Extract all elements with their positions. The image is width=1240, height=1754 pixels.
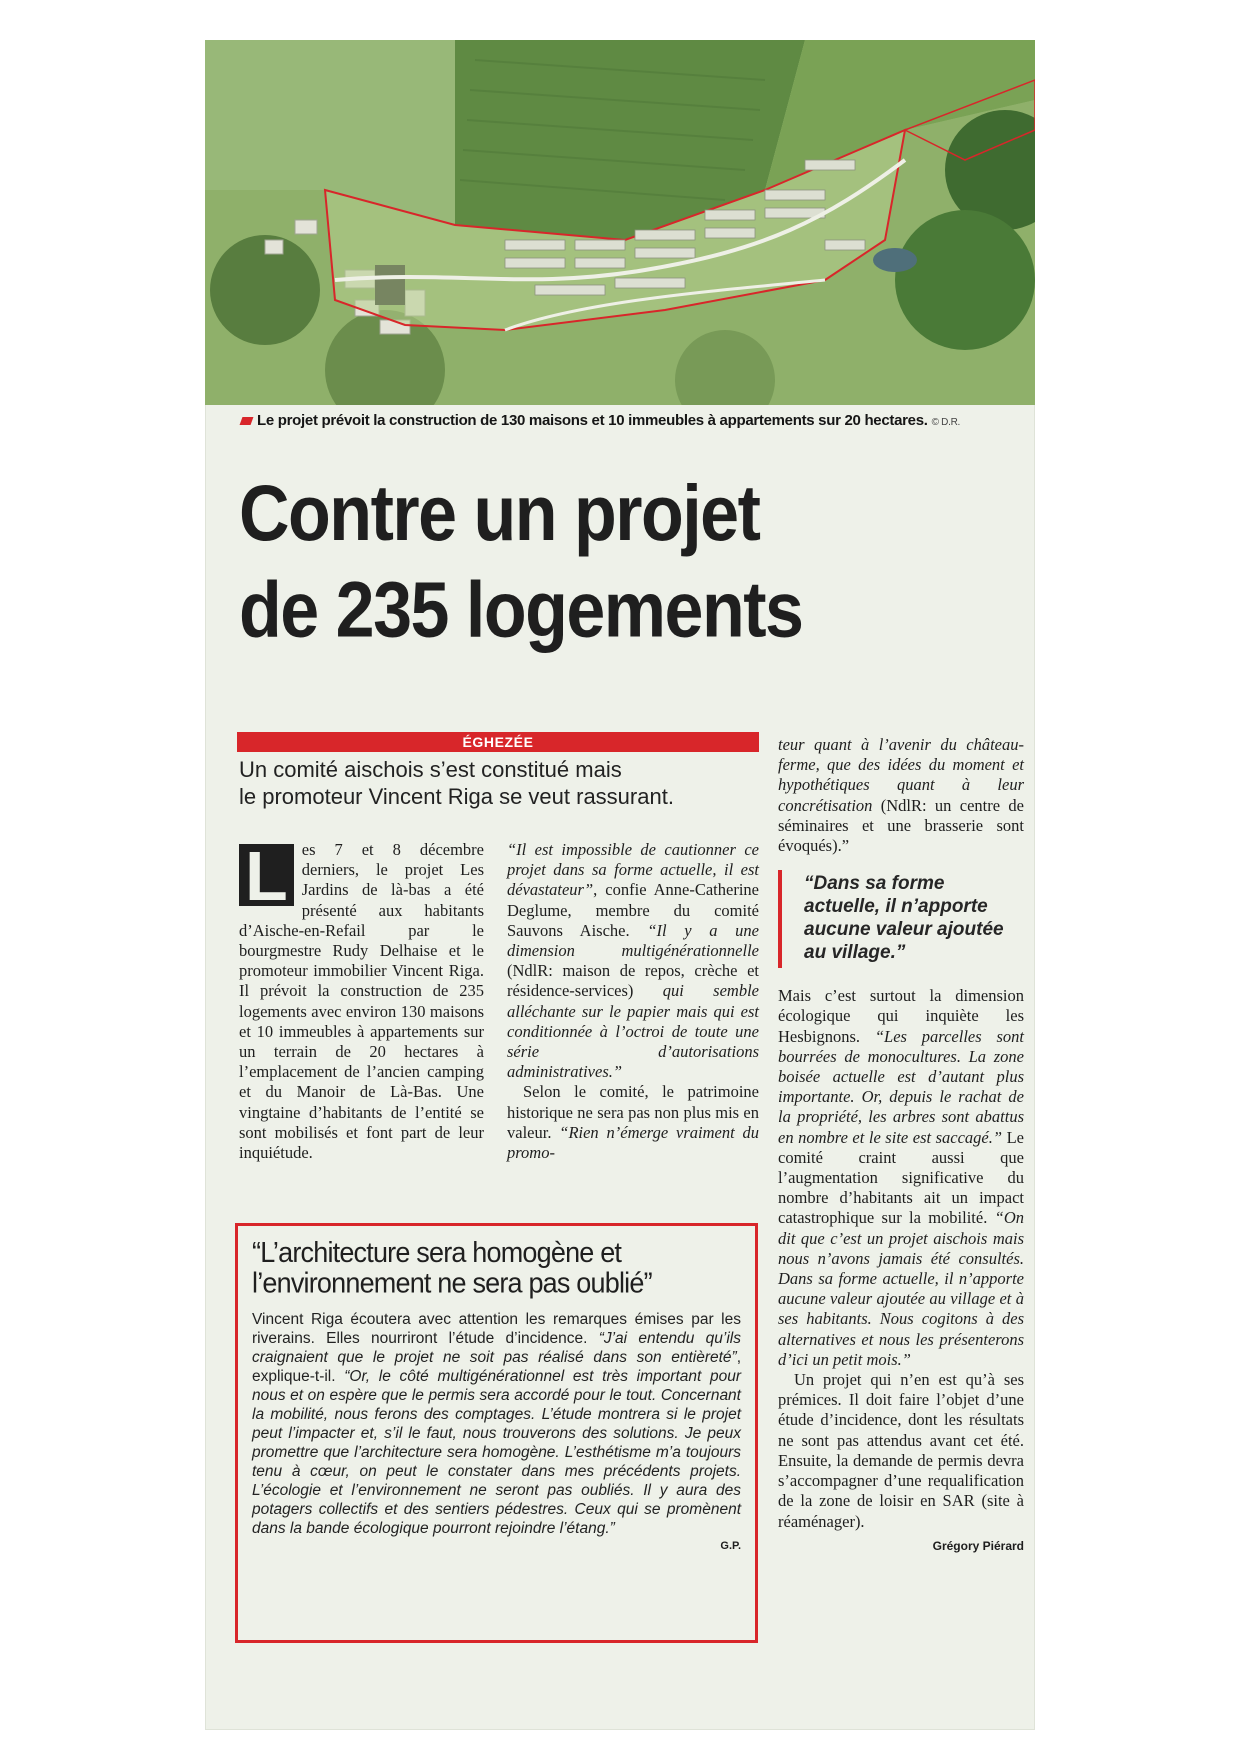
body-text: Mais c’est surtout la dimension écologique qui inquiète les Hesbignons. [778,986,1024,1046]
quote-text: “On dit que c’est un projet aischois mais nous n’avons jamais été consultés. Dans sa forme actuelle, il n’apporte aucune valeur ajoutée au village et à ses habitants. Nous cogitons à des alternatives et nous les présenterons d’ici un petit mois.” [778,1208,1024,1369]
quote-text: “Il est impossible de cautionner ce projet dans sa forme actuelle, il est dévastateur” [507,840,759,900]
article-lead-paragraph [239,837,484,1163]
lead-text: es 7 et 8 décembre derniers, le projet Les Jardins de là-bas a été présenté aux habitants d’Aische-en-Refail par le bourgmestre Rudy Delhaise et le promoteur immobilier Vincent Riga. Il prévoit la construction de 235 logements avec environ 130 maisons et 10 immeubles à appartements sur un terrain de 20 hectares à l’emplacement de l’ancien camping et du Manoir de Là-Bas. Une vingtaine d’habitants de l’entité se sont mobilisés et font part de leur inquiétude. [239,840,484,1163]
article-paragraph: Un projet qui n’en est qu’à ses prémices. Il doit faire l’objet d’une étude d’incidence, dont les résultats ne sont pas attendus avant cet été. Ensuite, la demande de permis devra s’accompagner d’une requalification de la zone de loisir en SAR (site à réaménager). [778,1370,1024,1531]
quote-text: “Les parcelles sont bourrées de monocultures. La zone boisée actuelle est d’autant plus importante. Or, depuis le rachat de la propriété, les arbres sont abattus en nombre et le site est saccagé.” [778,1026,1024,1147]
article-column-2 [507,840,759,1163]
quote-text: qui semble alléchante sur le papier mais qui est conditionnée à l’octroi de toute une série d’autorisations administratives.” [507,981,759,1082]
headline-line-2: de 235 logements [239,565,803,654]
headline-line-1: Contre un projet [239,469,760,557]
subheadline [239,756,759,810]
headline [239,465,1029,658]
box-title-line-1: “L’architecture sera homogène et [252,1236,622,1269]
article-paragraph [778,735,1024,856]
photo-credit: © D.R. [931,417,960,428]
drop-cap: L [239,844,294,906]
box-title-line-2: l’environnement ne sera pas oublié” [252,1267,652,1299]
subheadline-line-2: le promoteur Vincent Riga se veut rassurant. [239,784,674,809]
article-paragraph [507,840,759,1082]
box-initials: G.P. [720,1540,741,1552]
article-paragraph [507,1082,759,1163]
newspaper-clipping [205,40,1035,1730]
quote-text: “Il y a une dimension multigénérationnelle [507,920,759,961]
subheadline-line-1: Un comité aischois s’est constitué mais [239,757,622,782]
location-kicker [237,732,759,752]
pull-quote: “Dans sa forme actuelle, il n’apporte aucune valeur ajoutée au village.” [778,870,1024,968]
quote-text: “Or, le côté multigénérationnel est très important pour nous et on espère que le permis sera accordé pour le tout. Concernant la mobilité, nous ferons des comptages. L’étude montrera si le projet peut l’impacter et, s’il le faut, nous trouverons des solutions. Je peux promettre que l’architecture sera homogène. L’esthétisme m’a toujours tenu à cœur, on peut le constater dans mes précédents projets. L’écologie et l’environnement ne seront pas oubliés. Il y aura des potagers collectifs et des sentiers pédestres. Ceux qui se promènent dans la bande écologique pourront rejoindre l’étang.” [252,1368,741,1537]
box-title [252,1238,741,1299]
body-text: (NdlR: maison de repos, crèche et résidence-services) [507,961,759,1001]
article-paragraph [778,986,1024,1370]
body-text: , confie Anne-Catherine Deglume, membre du comité Sauvons Aische. [507,880,759,940]
caption-marker-icon [240,417,254,425]
author-byline: Grégory Piérard [932,1538,1024,1553]
interview-box [235,1223,758,1643]
body-text: , explique-t-il. [252,1349,741,1385]
quote-text: “Rien n’émerge vraiment du promo- [507,1122,759,1163]
photo-caption [241,412,1031,429]
article-column-1 [239,837,484,1163]
body-text: Vincent Riga écoutera avec attention les remarques émises par les riverains. Elles nourriront l’étude d’incidence. [252,1311,741,1347]
caption-text: Le projet prévoit la construction de 130 maisons et 10 immeubles à appartements sur 20 hectares. [257,412,928,429]
body-text: Le comité craint aussi que l’augmentation significative du nombre d’habitants ait un impact catastrophique sur la mobilité. [778,1127,1024,1228]
aerial-site-plan-image [205,40,1035,405]
location-label: ÉGHEZÉE [462,734,534,750]
quote-text: teur quant à l’avenir du château-ferme, que des idées du moment et hypothétiques quant à leur concrétisation [778,735,1024,815]
article-column-3 [778,735,1024,1556]
body-text: (NdlR: un centre de séminaires et une brasserie sont évoqués).” [778,795,1024,856]
box-text [252,1310,741,1538]
quote-text: “J’ai entendu qu’ils craignaient que le projet ne soit pas réalisé dans son entièreté” [252,1330,741,1366]
body-text: Selon le comité, le patrimoine historique ne sera pas non plus mis en valeur. [507,1082,759,1142]
